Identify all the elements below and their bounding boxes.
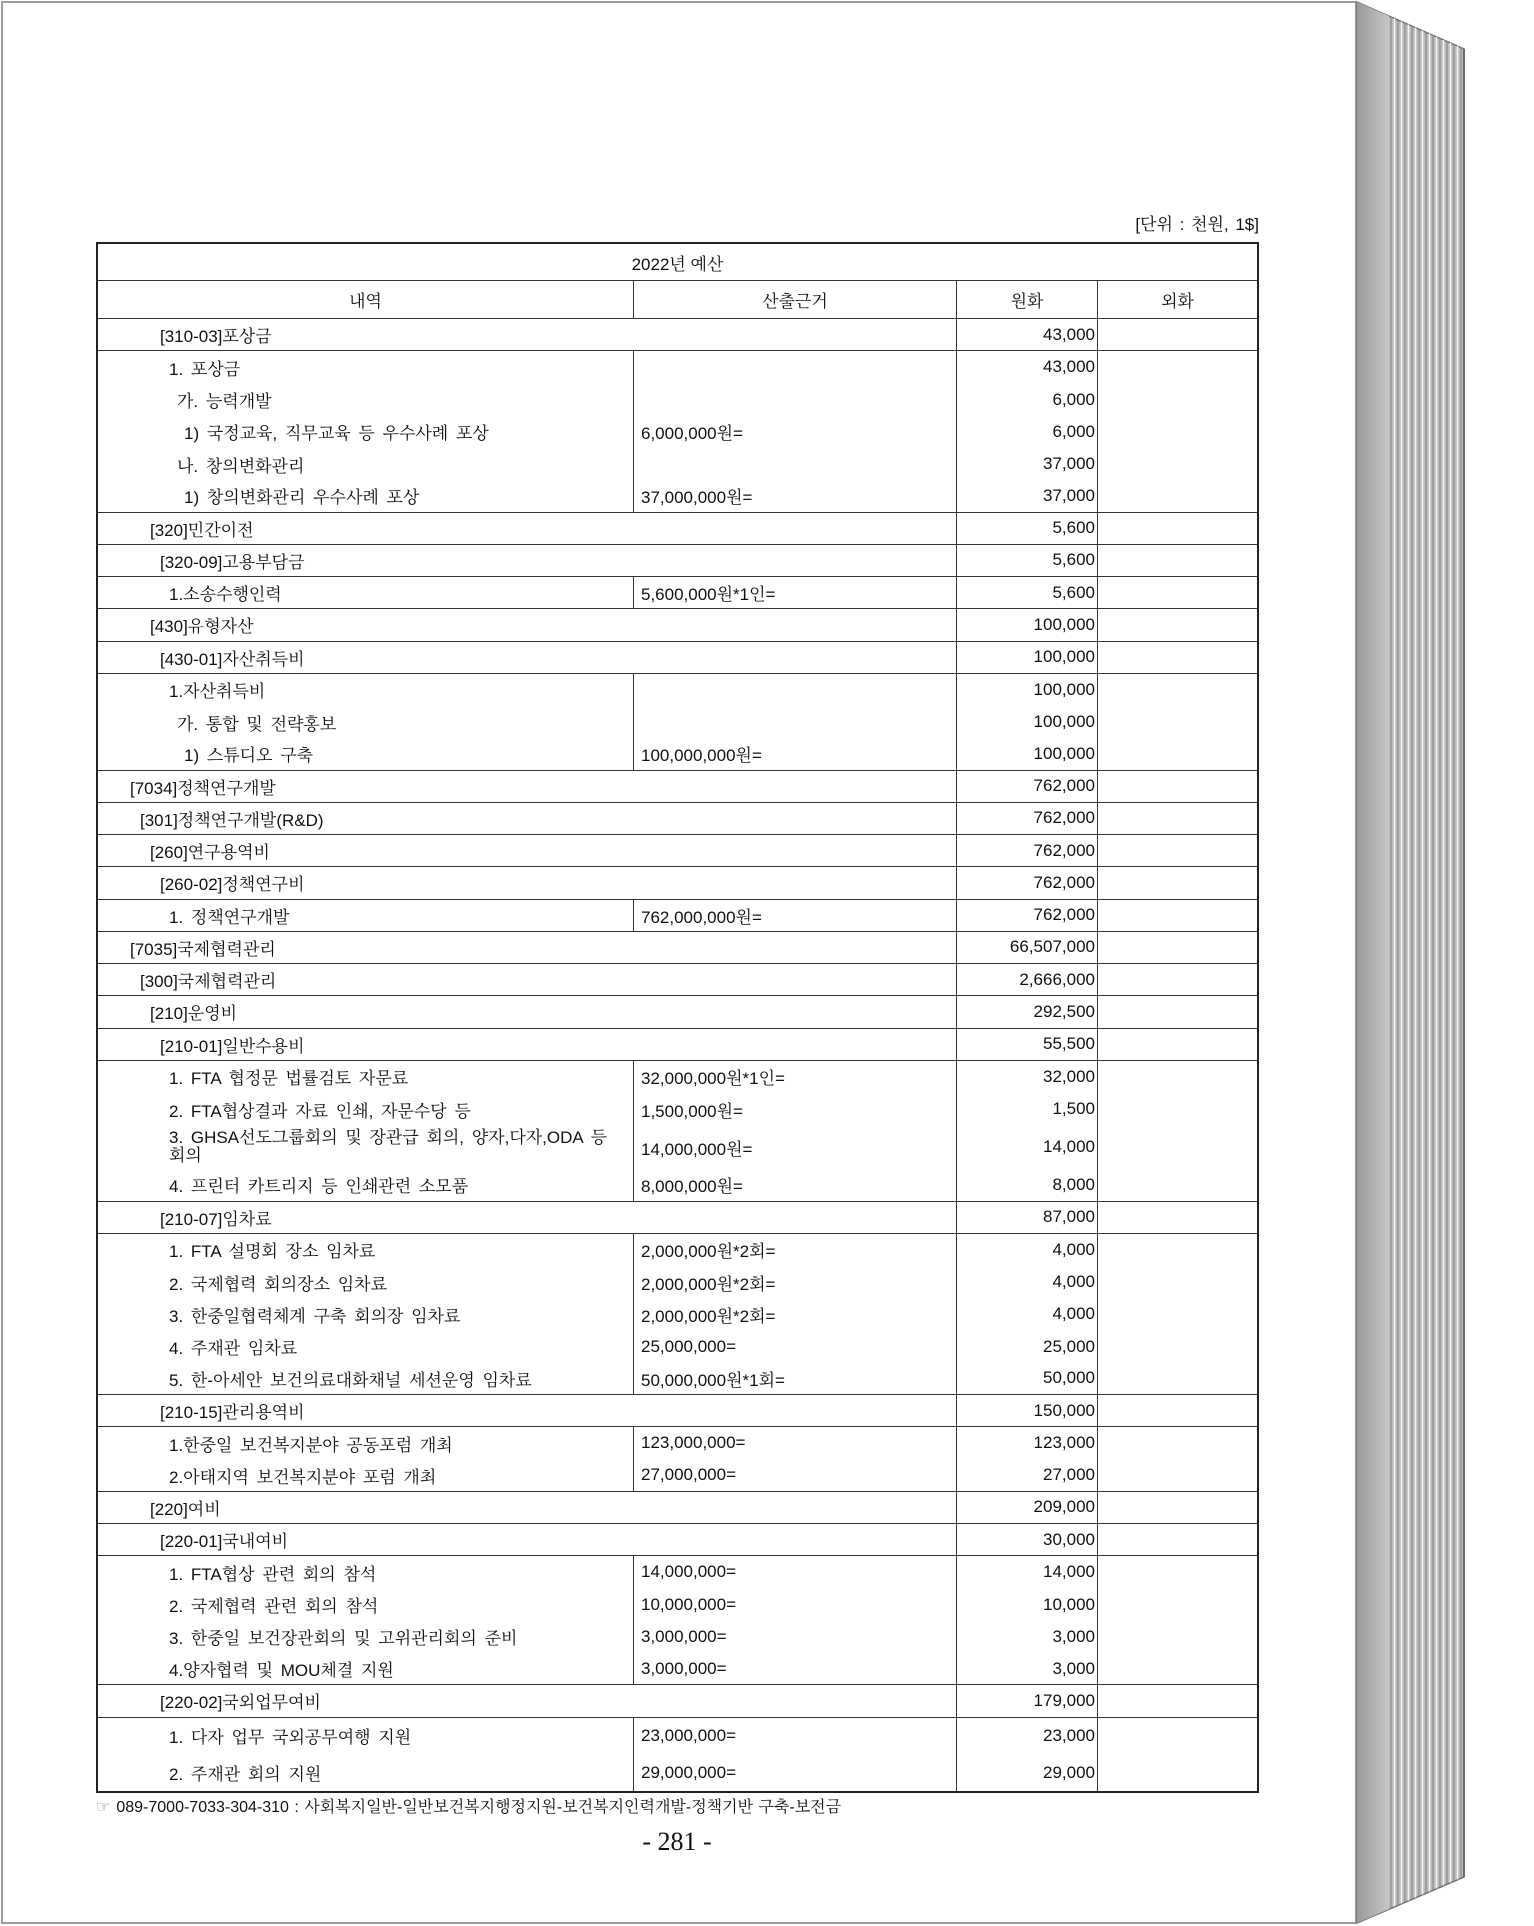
item-cell: [301]정책연구개발(R&D) <box>140 810 324 830</box>
fx-cell <box>1097 674 1257 706</box>
table-row <box>98 319 1257 351</box>
item-cell: 3. 한중일협력체계 구축 회의장 임차료 <box>169 1306 461 1326</box>
krw-cell: 292,500 <box>956 996 1097 1027</box>
table-row <box>98 1169 1257 1201</box>
table-row <box>98 1754 1257 1791</box>
item-cell: [7034]정책연구개발 <box>130 778 276 798</box>
krw-cell: 209,000 <box>956 1492 1097 1523</box>
item-cell: 4.양자협력 및 MOU체결 지원 <box>169 1661 394 1681</box>
basis-cell: 14,000,000원= <box>633 1125 956 1169</box>
item-cell: [220-01]국내여비 <box>160 1532 289 1552</box>
fx-cell <box>1097 1653 1257 1684</box>
fx-cell <box>1097 900 1257 931</box>
fx-cell <box>1097 1460 1257 1491</box>
item-cell: 가. 통합 및 전략홍보 <box>177 714 337 734</box>
krw-cell: 32,000 <box>956 1061 1097 1093</box>
basis-cell: 32,000,000원*1인= <box>633 1061 956 1093</box>
table-row <box>98 1460 1257 1492</box>
fx-cell <box>1097 1589 1257 1621</box>
fx-cell <box>1097 996 1257 1027</box>
fx-cell <box>1097 577 1257 608</box>
header-item: 내역 <box>349 292 382 311</box>
krw-cell: 43,000 <box>956 351 1097 383</box>
item-cell: [430-01]자산취득비 <box>160 649 305 669</box>
table-row <box>98 1298 1257 1330</box>
fx-cell <box>1097 964 1257 995</box>
item-cell: [220-02]국외업무여비 <box>160 1693 321 1713</box>
item-cell: [260-02]정책연구비 <box>160 875 305 895</box>
table-row <box>98 867 1257 899</box>
book-edge <box>1355 0 1534 1926</box>
fx-cell <box>1097 1754 1257 1791</box>
krw-cell: 14,000 <box>956 1125 1097 1169</box>
table-row <box>98 771 1257 803</box>
table-row <box>98 1395 1257 1427</box>
basis-cell: 50,000,000원*1회= <box>633 1363 956 1394</box>
budget-table <box>96 242 1259 1793</box>
fx-cell <box>1097 319 1257 350</box>
fx-cell <box>1097 1234 1257 1266</box>
table-row <box>98 577 1257 609</box>
krw-cell: 123,000 <box>956 1427 1097 1459</box>
table-row <box>98 1427 1257 1459</box>
item-cell: 1. FTA 설명회 장소 임차료 <box>169 1242 376 1262</box>
fx-cell <box>1097 416 1257 448</box>
krw-cell: 150,000 <box>956 1395 1097 1426</box>
item-cell: [320-09]고용부담금 <box>160 552 305 572</box>
table-row <box>98 1331 1257 1363</box>
table-row <box>98 1363 1257 1395</box>
item-cell: [430]유형자산 <box>150 617 254 637</box>
krw-cell: 8,000 <box>956 1169 1097 1200</box>
table-row <box>98 932 1257 964</box>
item-cell: [210-15]관리용역비 <box>160 1403 305 1423</box>
item-cell: 1.소송수행인력 <box>169 585 282 605</box>
header-row <box>98 281 1257 319</box>
krw-cell: 3,000 <box>956 1621 1097 1653</box>
item-cell: [210-01]일반수용비 <box>160 1036 305 1056</box>
krw-cell: 4,000 <box>956 1298 1097 1330</box>
fx-cell <box>1097 771 1257 802</box>
item-cell: 5. 한-아세안 보건의료대화채널 세션운영 임차료 <box>169 1370 532 1390</box>
table-row <box>98 1093 1257 1125</box>
table-row <box>98 900 1257 932</box>
fx-cell <box>1097 1427 1257 1459</box>
krw-cell: 762,000 <box>956 900 1097 931</box>
table-row <box>98 1029 1257 1061</box>
krw-cell: 27,000 <box>956 1460 1097 1491</box>
krw-cell: 762,000 <box>956 867 1097 898</box>
fx-cell <box>1097 1061 1257 1093</box>
item-cell: 3. 한중일 보건장관회의 및 고위관리회의 준비 <box>169 1629 518 1649</box>
krw-cell: 2,666,000 <box>956 964 1097 995</box>
fx-cell <box>1097 1125 1257 1169</box>
krw-cell: 50,000 <box>956 1363 1097 1394</box>
basis-cell <box>633 706 956 738</box>
basis-cell: 2,000,000원*2회= <box>633 1298 956 1330</box>
fx-cell <box>1097 706 1257 738</box>
krw-cell: 87,000 <box>956 1202 1097 1233</box>
table-row <box>98 480 1257 512</box>
item-cell: 2.아태지역 보건복지분야 포럼 개최 <box>169 1467 437 1487</box>
table-row <box>98 416 1257 448</box>
table-row <box>98 1589 1257 1621</box>
basis-cell: 1,500,000원= <box>633 1093 956 1125</box>
table-row <box>98 738 1257 770</box>
fx-cell <box>1097 1029 1257 1060</box>
header-krw: 원화 <box>956 281 1097 318</box>
krw-cell: 5,600 <box>956 545 1097 576</box>
item-cell: 1. 포상금 <box>169 359 241 379</box>
item-cell: 2. 주재관 회의 지원 <box>169 1765 322 1785</box>
fx-cell <box>1097 738 1257 769</box>
basis-cell: 29,000,000= <box>633 1754 956 1791</box>
table-row <box>98 1556 1257 1588</box>
fx-cell <box>1097 545 1257 576</box>
fx-cell <box>1097 384 1257 416</box>
table-row <box>98 1061 1257 1093</box>
basis-cell <box>633 674 956 706</box>
krw-cell: 100,000 <box>956 609 1097 640</box>
item-cell: [220]여비 <box>150 1499 221 1519</box>
page-number: - 281 - <box>642 1827 712 1856</box>
krw-cell: 5,600 <box>956 577 1097 608</box>
krw-cell: 6,000 <box>956 416 1097 448</box>
fx-cell <box>1097 1621 1257 1653</box>
footnote <box>96 1797 841 1819</box>
item-cell: 2. 국제협력 회의장소 임차료 <box>169 1274 387 1294</box>
item-cell: [320]민간이전 <box>150 520 254 540</box>
fx-cell <box>1097 1556 1257 1588</box>
basis-cell: 3,000,000= <box>633 1653 956 1684</box>
header-fx: 외화 <box>1097 281 1257 318</box>
item-cell: 1.한중일 보건복지분야 공동포럼 개최 <box>169 1435 453 1455</box>
basis-cell: 27,000,000= <box>633 1460 956 1491</box>
item-cell: 1) 스튜디오 구축 <box>184 746 314 766</box>
item-cell: 1. 정책연구개발 <box>169 907 290 927</box>
basis-cell: 37,000,000원= <box>633 480 956 511</box>
basis-cell: 8,000,000원= <box>633 1169 956 1200</box>
basis-cell: 762,000,000원= <box>633 900 956 931</box>
fx-cell <box>1097 1395 1257 1426</box>
table-row <box>98 1524 1257 1556</box>
fx-cell <box>1097 1093 1257 1125</box>
item-cell: 4. 주재관 임차료 <box>169 1339 298 1359</box>
table-row <box>98 1621 1257 1653</box>
basis-cell <box>633 384 956 416</box>
krw-cell: 1,500 <box>956 1093 1097 1125</box>
fx-cell <box>1097 1524 1257 1555</box>
table-row <box>98 545 1257 577</box>
krw-cell: 23,000 <box>956 1718 1097 1755</box>
table-row <box>98 642 1257 674</box>
table-row <box>98 384 1257 416</box>
basis-cell: 10,000,000= <box>633 1589 956 1621</box>
table-row <box>98 609 1257 641</box>
fx-cell <box>1097 1266 1257 1298</box>
fx-cell <box>1097 1492 1257 1523</box>
item-cell: 1. FTA협상 관련 회의 참석 <box>169 1564 377 1584</box>
table-row <box>98 706 1257 738</box>
item-cell: 가. 능력개발 <box>177 392 272 412</box>
krw-cell: 100,000 <box>956 674 1097 706</box>
basis-cell: 2,000,000원*2회= <box>633 1266 956 1298</box>
krw-cell: 4,000 <box>956 1266 1097 1298</box>
pointing-hand-icon: ☞ <box>96 1799 111 1816</box>
table-row <box>98 1492 1257 1524</box>
krw-cell: 179,000 <box>956 1685 1097 1716</box>
basis-cell: 3,000,000= <box>633 1621 956 1653</box>
krw-cell: 29,000 <box>956 1754 1097 1791</box>
table-row <box>98 1266 1257 1298</box>
basis-cell <box>633 351 956 383</box>
krw-cell: 3,000 <box>956 1653 1097 1684</box>
item-cell: [210]운영비 <box>150 1004 238 1024</box>
basis-cell: 100,000,000원= <box>633 738 956 769</box>
krw-cell: 37,000 <box>956 480 1097 511</box>
krw-cell: 10,000 <box>956 1589 1097 1621</box>
fx-cell <box>1097 609 1257 640</box>
item-cell: 2. FTA협상결과 자료 인쇄, 자문수당 등 <box>169 1101 471 1121</box>
item-cell: [310-03]포상금 <box>160 327 272 347</box>
table-row <box>98 1653 1257 1685</box>
table-row <box>98 996 1257 1028</box>
table-row <box>98 513 1257 545</box>
krw-cell: 37,000 <box>956 448 1097 480</box>
item-cell: 1) 국정교육, 직무교육 등 우수사례 포상 <box>184 424 489 444</box>
krw-cell: 14,000 <box>956 1556 1097 1588</box>
table-row <box>98 964 1257 996</box>
krw-cell: 55,500 <box>956 1029 1097 1060</box>
fx-cell <box>1097 835 1257 866</box>
table-row <box>98 1234 1257 1266</box>
item-cell: 1) 창의변화관리 우수사례 포상 <box>184 488 420 508</box>
item-cell: [210-07]임차료 <box>160 1209 272 1229</box>
header-basis: 산출근거 <box>633 281 956 318</box>
table-row <box>98 674 1257 706</box>
table-row <box>98 1125 1257 1169</box>
krw-cell: 4,000 <box>956 1234 1097 1266</box>
fx-cell <box>1097 1331 1257 1363</box>
table-row <box>98 448 1257 480</box>
krw-cell: 66,507,000 <box>956 932 1097 963</box>
basis-cell: 5,600,000원*1인= <box>633 577 956 608</box>
krw-cell: 100,000 <box>956 642 1097 673</box>
item-cell: 4. 프린터 카트리지 등 인쇄관련 소모품 <box>169 1177 469 1197</box>
basis-cell: 14,000,000= <box>633 1556 956 1588</box>
table-row <box>98 835 1257 867</box>
fx-cell <box>1097 803 1257 834</box>
krw-cell: 25,000 <box>956 1331 1097 1363</box>
table-caption: 2022년 예산 <box>98 244 1257 281</box>
fx-cell <box>1097 513 1257 544</box>
table-row <box>98 351 1257 383</box>
item-cell: [260]연구용역비 <box>150 843 270 863</box>
fx-cell <box>1097 1718 1257 1755</box>
item-cell: [7035]국제협력관리 <box>130 939 276 959</box>
item-cell: 1. 다자 업무 국외공무여행 지원 <box>169 1728 412 1748</box>
item-cell: 3. GHSA선도그룹회의 및 장관급 회의, 양자,다자,ODA 등 회의 <box>169 1128 607 1166</box>
table-row <box>98 1685 1257 1717</box>
basis-cell: 123,000,000= <box>633 1427 956 1459</box>
krw-cell: 100,000 <box>956 738 1097 769</box>
fx-cell <box>1097 448 1257 480</box>
item-cell: [300]국제협력관리 <box>140 972 277 992</box>
krw-cell: 6,000 <box>956 384 1097 416</box>
basis-cell: 6,000,000원= <box>633 416 956 448</box>
item-cell: 1. FTA 협정문 법률검토 자문료 <box>169 1069 409 1089</box>
fx-cell <box>1097 932 1257 963</box>
krw-cell: 43,000 <box>956 319 1097 350</box>
fx-cell <box>1097 1169 1257 1200</box>
fx-cell <box>1097 1298 1257 1330</box>
table-row <box>98 1202 1257 1234</box>
fx-cell <box>1097 867 1257 898</box>
basis-cell: 2,000,000원*2회= <box>633 1234 956 1266</box>
item-cell: 2. 국제협력 관련 회의 참석 <box>169 1597 379 1617</box>
basis-cell: 25,000,000= <box>633 1331 956 1363</box>
fx-cell <box>1097 1685 1257 1716</box>
krw-cell: 100,000 <box>956 706 1097 738</box>
basis-cell <box>633 448 956 480</box>
krw-cell: 5,600 <box>956 513 1097 544</box>
krw-cell: 762,000 <box>956 803 1097 834</box>
item-cell: 1.자산취득비 <box>169 682 266 702</box>
fx-cell <box>1097 642 1257 673</box>
basis-cell: 23,000,000= <box>633 1718 956 1755</box>
fx-cell <box>1097 480 1257 511</box>
unit-label: [단위 : 천원, 1$] <box>1135 215 1259 234</box>
table-row <box>98 803 1257 835</box>
krw-cell: 762,000 <box>956 771 1097 802</box>
krw-cell: 762,000 <box>956 835 1097 866</box>
fx-cell <box>1097 1202 1257 1233</box>
krw-cell: 30,000 <box>956 1524 1097 1555</box>
table-row <box>98 1718 1257 1755</box>
fx-cell <box>1097 351 1257 383</box>
item-cell: 나. 창의변화관리 <box>177 456 305 476</box>
footnote-text: 089-7000-7033-304-310 : 사회복지일반-일반보건복지행정지원-보건복지인력개발-정책기반 구축-보전금 <box>116 1799 842 1816</box>
fx-cell <box>1097 1363 1257 1394</box>
